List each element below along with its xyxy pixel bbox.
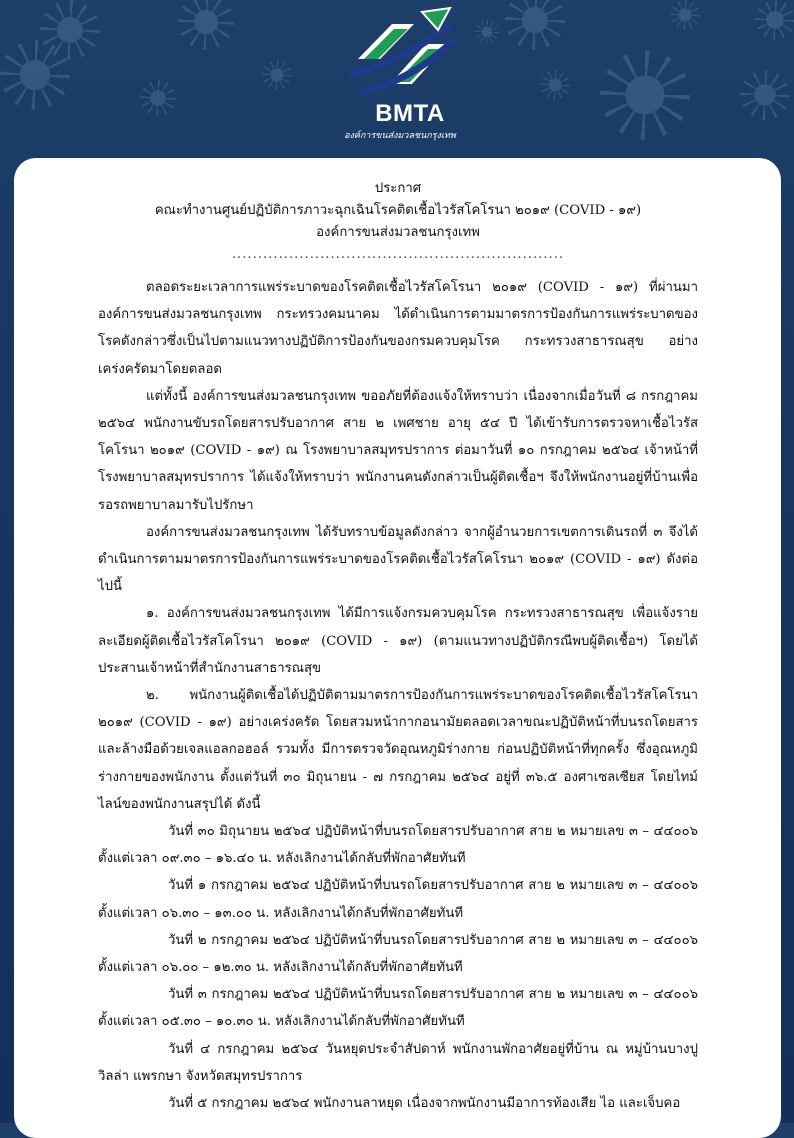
virus-decoration-icon	[540, 70, 570, 100]
paragraph-intro: ตลอดระยะเวลาการแพร่ระบาดของโรคติดเชื้อไวรัสโคโรนา ๒๐๑๙ (COVID - ๑๙) ที่ผ่านมาองค์การขนส่งมวลชนกรุงเทพ กระทรวงคมนาคม ได้ดำเนินการตามมาตรการป้องกันการแพร่ระบาดของโรคดังกล่าวซึ่งเป็นไปตามแนวทางปฏิบัติการป้องกันของกรมควบคุมโรค กระทรวงสาธารณสุข อย่างเคร่งครัดมาโดยตลอด	[98, 280, 698, 377]
virus-decoration-icon	[40, 0, 100, 60]
paragraph-item-1: ๑. องค์การขนส่งมวลชนกรุงเทพ ได้มีการแจ้งกรมควบคุมโรค กระทรวงสาธารณสุข เพื่อแจ้งรายละเอียดผู้ติดเชื้อไวรัสโคโรนา ๒๐๑๙ (COVID - ๑๙) (ตามแนวทางปฏิบัติกรณีพบผู้ติดเชื้อฯ) โดยได้ประสานเจ้าหน้าที่สำนักงานสาธารณสุข	[98, 606, 698, 676]
virus-decoration-icon	[505, 0, 565, 50]
virus-decoration-icon	[262, 60, 292, 90]
paragraph-item-2: ๒. พนักงานผู้ติดเชื้อได้ปฏิบัติตามมาตรการป้องกันการแพร่ระบาดของโรคติดเชื้อไวรัสโคโรนา ๒๐๑๙ (COVID - ๑๙) อย่างเคร่งครัด โดยสวมหน้ากากอนามัยตลอดเวลาขณะปฏิบัติหน้าที่บนรถโดยสารและล้างมือด้วยเจลแอลกอฮอล์ รวมทั้ง มีการตรวจวัดอุณหภูมิร่างกาย ก่อนปฏิบัติหน้าที่ทุกครั้ง ซึ่งอุณหภูมิร่างกายของพนักงาน ตั้งแต่วันที่ ๓๐ มิถุนายน - ๗ กรกฎาคม ๒๕๖๔ อยู่ที่ ๓๖.๕ องศาเซลเซียส โดยไทม์ไลน์ของพนักงานสรุปได้ ดังนี้	[98, 688, 698, 812]
timeline-entry: วันที่ ๑ กรกฎาคม ๒๕๖๔ ปฏิบัติหน้าที่บนรถโดยสารปรับอากาศ สาย ๒ หมายเลข ๓ – ๔๔๐๐๖ ตั้งแต่เวลา ๐๖.๓๐ – ๑๓.๐๐ น. หลังเลิกงานได้กลับที่พักอาศัยทันที	[98, 878, 698, 921]
logo-text: BMTA	[375, 100, 445, 127]
virus-decoration-icon	[140, 80, 176, 116]
paragraph-measures: องค์การขนส่งมวลชนกรุงเทพ ได้รับทราบข้อมูลดังกล่าว จากผู้อำนวยการเขตการเดินรถที่ ๓ จึงได้ดำเนินการตามมาตรการป้องกันการแพร่ระบาดของโรคติดเชื้อไวรัสโคโรนา ๒๐๑๙ (COVID - ๑๙) ดังต่อไปนี้	[98, 524, 698, 595]
virus-decoration-icon	[740, 70, 790, 120]
timeline-entry: วันที่ ๓ กรกฎาคม ๒๕๖๔ ปฏิบัติหน้าที่บนรถโดยสารปรับอากาศ สาย ๒ หมายเลข ๓ – ๔๔๐๐๖ ตั้งแต่เวลา ๐๕.๓๐ – ๑๐.๓๐ น. หลังเลิกงานได้กลับที่พักอาศัยทันที	[98, 987, 698, 1030]
virus-decoration-icon	[178, 0, 234, 50]
announcement-heading: ประกาศ	[374, 181, 422, 196]
separator: ................................................................	[231, 247, 565, 262]
timeline-entry: วันที่ ๓๐ มิถุนายน ๒๕๖๔ ปฏิบัติหน้าที่บนรถโดยสารปรับอากาศ สาย ๒ หมายเลข ๓ – ๔๔๐๐๖ ตั้งแต่เวลา ๐๙.๓๐ – ๑๖.๔๐ น. หลังเลิกงานได้กลับที่พักอาศัยทันที	[98, 824, 698, 867]
bmta-logo-mark-icon	[330, 4, 470, 114]
logo-subtitle: องค์การขนส่งมวลชนกรุงเทพ	[344, 130, 456, 140]
announcement-document	[98, 178, 698, 1117]
virus-decoration-icon	[670, 0, 700, 30]
virus-decoration-icon	[600, 50, 690, 140]
announcement-organization: องค์การขนส่งมวลชนกรุงเทพ	[316, 225, 480, 240]
virus-decoration-icon	[755, 0, 794, 40]
virus-decoration-icon	[475, 20, 499, 44]
announcement-committee: คณะทำงานศูนย์ปฏิบัติการภาวะฉุกเฉินโรคติดเชื้อไวรัสโคโรนา ๒๐๑๙ (COVID - ๑๙)	[154, 203, 642, 218]
timeline-entry: วันที่ ๒ กรกฎาคม ๒๕๖๔ ปฏิบัติหน้าที่บนรถโดยสารปรับอากาศ สาย ๒ หมายเลข ๓ – ๔๔๐๐๖ ตั้งแต่เวลา ๐๖.๐๐ – ๑๒.๓๐ น. หลังเลิกงานได้กลับที่พักอาศัยทันที	[98, 932, 698, 976]
timeline-entry: วันที่ ๔ กรกฎาคม ๒๕๖๔ วันหยุดประจำสัปดาห์ พนักงานพักอาศัยอยู่ที่บ้าน ณ หมู่บ้านบางปูวิลล่า แพรกษา จังหวัดสมุทรปราการ	[98, 1041, 698, 1084]
timeline-entry: วันที่ ๕ กรกฎาคม ๒๕๖๔ พนักงานลาหยุด เนื่องจากพนักงานมีอาการท้องเสีย ไอ และเจ็บคอ	[168, 1096, 681, 1112]
paragraph-incident: แต่ทั้งนี้ องค์การขนส่งมวลชนกรุงเทพ ขออภัยที่ต้องแจ้งให้ทราบว่า เนื่องจากเมื่อวันที่ ๘ กรกฎาคม ๒๕๖๔ พนักงานขับรถโดยสารปรับอากาศ สาย ๒ เพศชาย อายุ ๕๔ ปี ได้เข้ารับการตรวจหาเชื้อไวรัสโคโรนา ๒๐๑๙ (COVID - ๑๙) ณ โรงพยาบาลสมุทรปราการ ต่อมาวันที่ ๑๐ กรกฎาคม ๒๕๖๔ เจ้าหน้าที่โรงพยาบาลสมุทรปราการ ได้แจ้งให้ทราบว่า พนักงานคนดังกล่าวเป็นผู้ติดเชื้อฯ จึงให้พนักงานอยู่ที่บ้านเพื่อรอรถพยาบาลมารับไปรักษา	[98, 388, 698, 513]
